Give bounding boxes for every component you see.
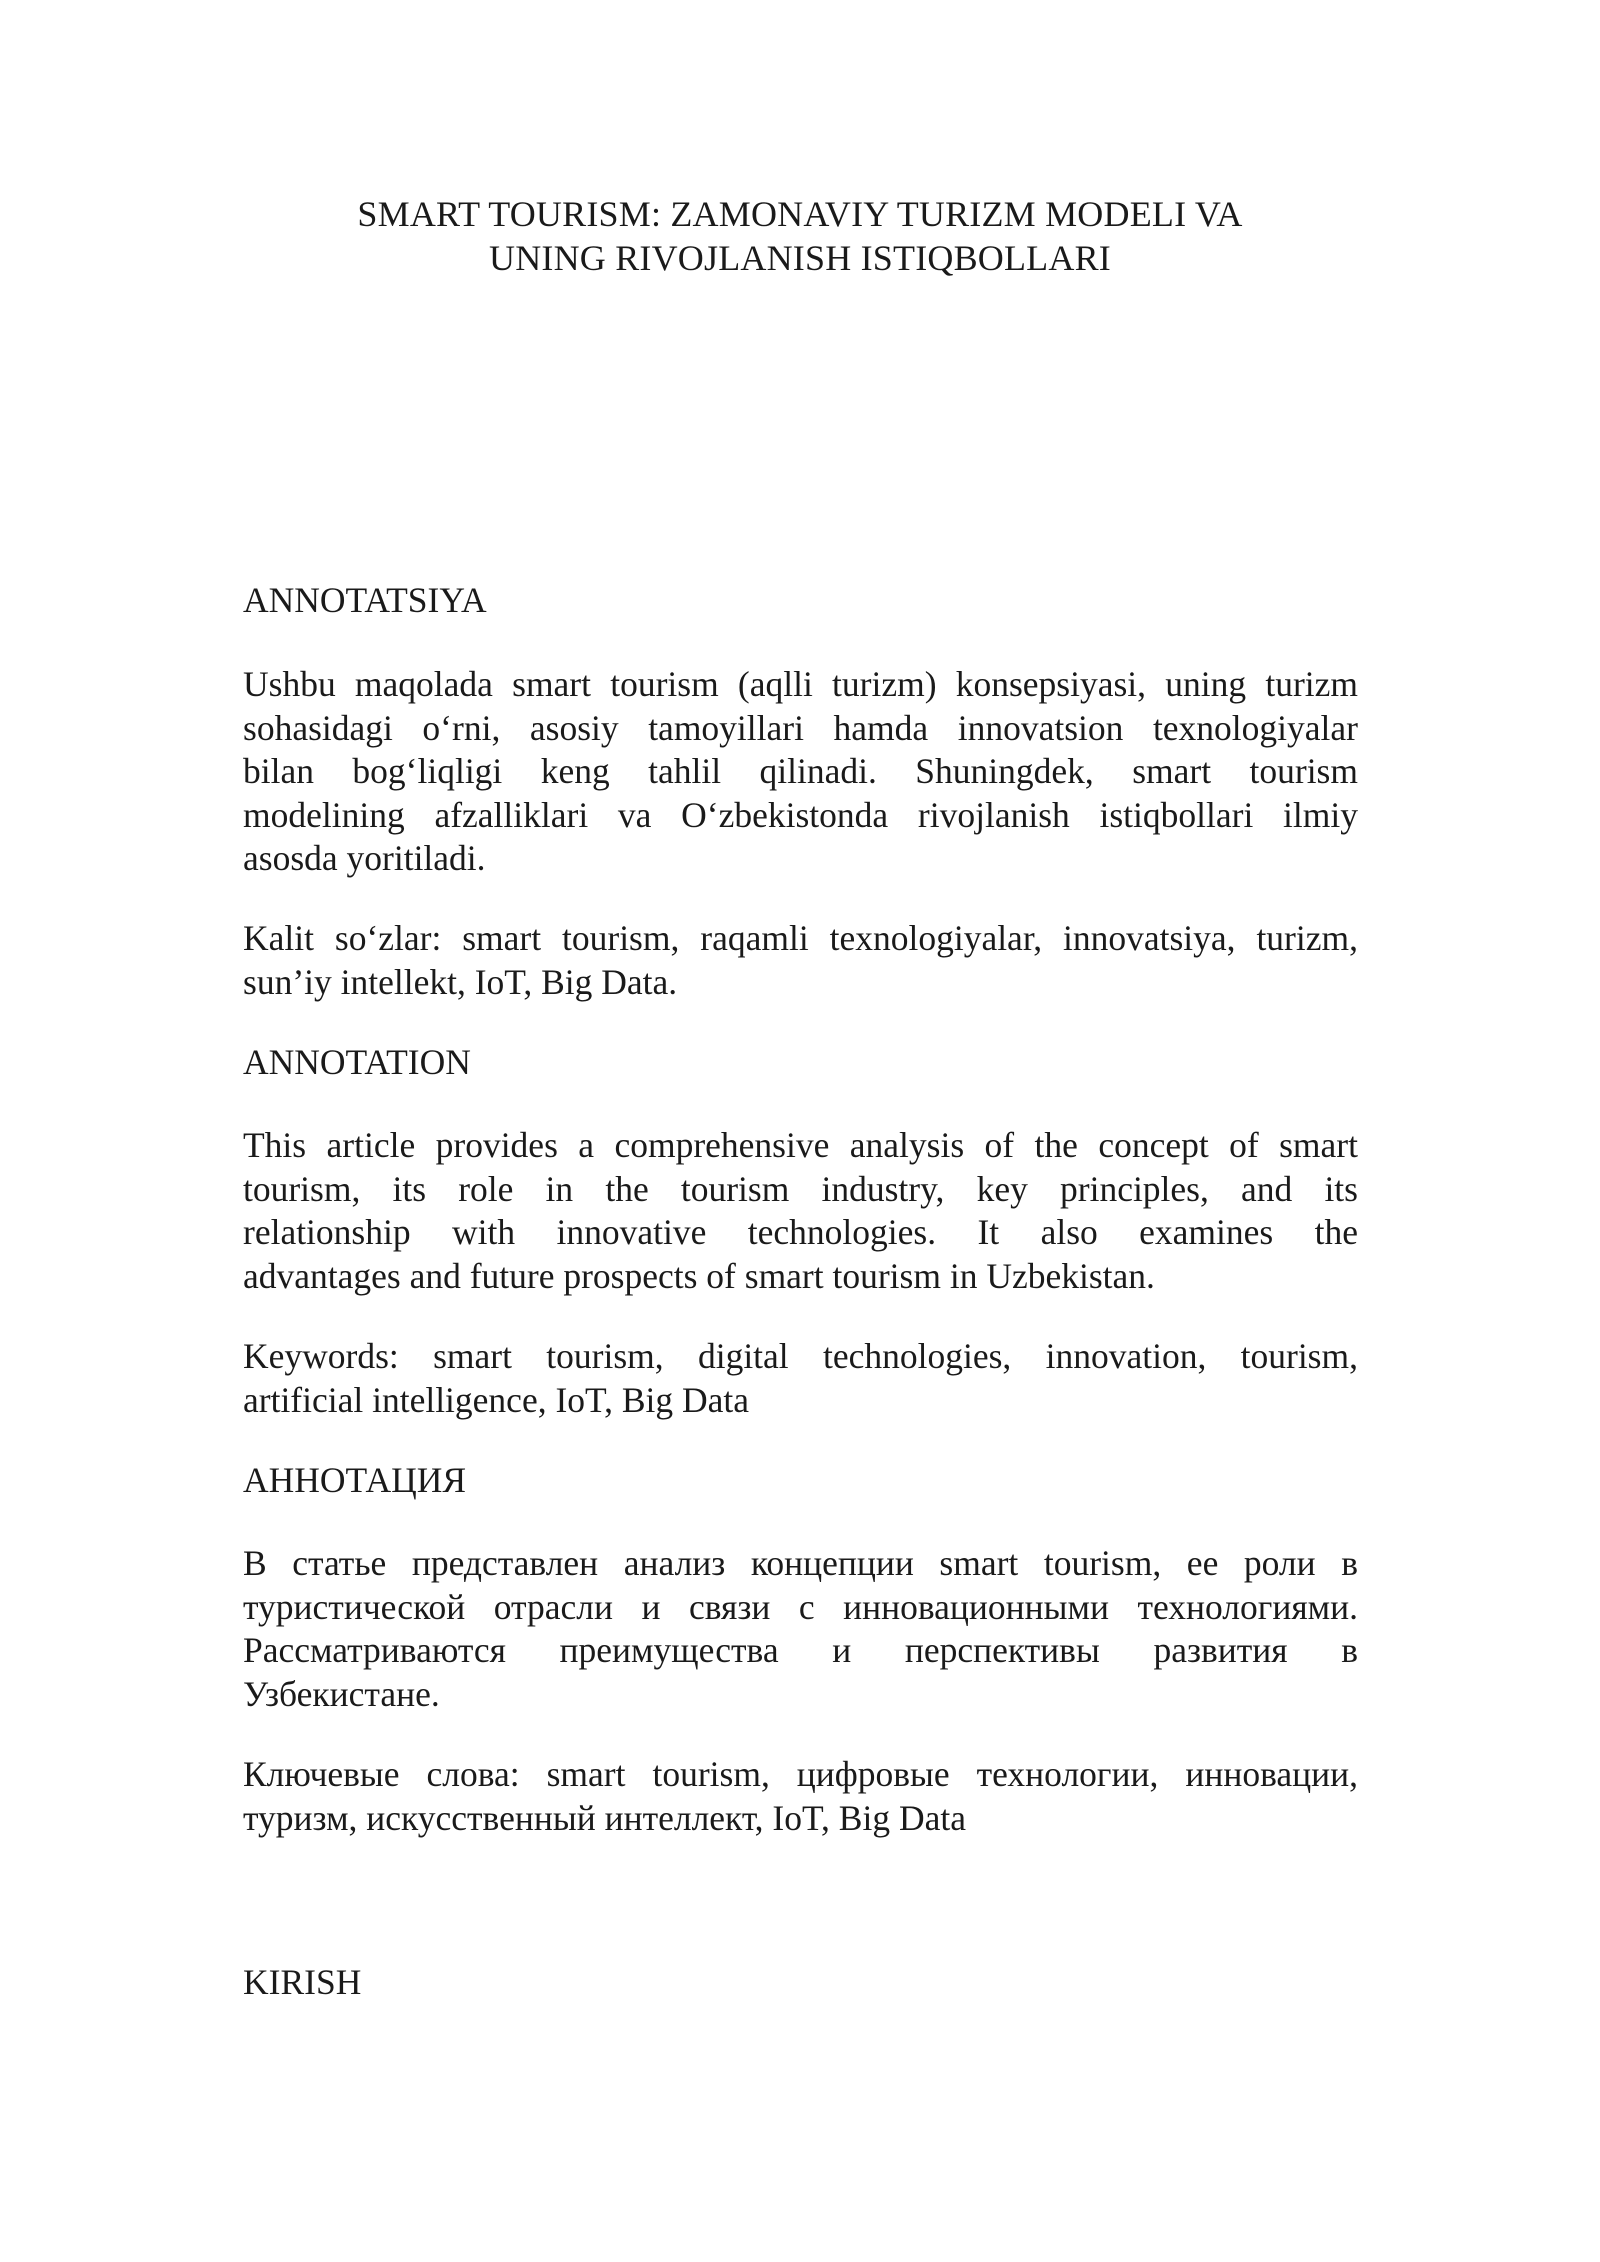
uz-annotation-heading: ANNOTATSIYA bbox=[243, 580, 487, 620]
en-keywords-line: artificial intelligence, IoT, Big Data bbox=[243, 1379, 749, 1420]
ru-abstract-line: туристической отрасли и связи с инновационными технологиями. bbox=[243, 1586, 1358, 1627]
uz-abstract-line: modelining afzalliklari va O‘zbekistonda rivojlanish istiqbollari ilmiy bbox=[243, 794, 1358, 835]
en-abstract-line: advantages and future prospects of smart tourism in Uzbekistan. bbox=[243, 1255, 1155, 1296]
uz-keywords-line: sun’iy intellekt, IoT, Big Data. bbox=[243, 961, 678, 1002]
title-line-1: SMART TOURISM: ZAMONAVIY TURIZM MODELI VA bbox=[357, 194, 1243, 234]
intro-heading: KIRISH bbox=[243, 1962, 362, 2002]
uz-abstract-paragraph bbox=[243, 663, 1358, 881]
ru-abstract-line: Рассматриваются преимущества и перспективы развития в bbox=[243, 1630, 1358, 1671]
ru-keywords-line: Ключевые слова: smart tourism, цифровые технологии, инновации, bbox=[243, 1754, 1358, 1794]
title-line-2: UNING RIVOJLANISH ISTIQBOLLARI bbox=[489, 238, 1111, 278]
ru-abstract-line: В статье представлен анализ концепции smart tourism, ее роли в bbox=[243, 1543, 1358, 1583]
en-annotation-heading: ANNOTATION bbox=[243, 1042, 471, 1082]
ru-keywords-line: туризм, искусственный интеллект, IoT, Big Data bbox=[243, 1797, 966, 1838]
uz-abstract-line: bilan bog‘liqligi keng tahlil qilinadi. Shuningdek, smart tourism bbox=[243, 751, 1358, 792]
en-keywords-line: Keywords: smart tourism, digital technologies, innovation, tourism, bbox=[243, 1336, 1358, 1376]
en-keywords-paragraph bbox=[243, 1335, 1358, 1422]
uz-keywords-line: Kalit so‘zlar: smart tourism, raqamli texnologiyalar, innovatsiya, turizm, bbox=[243, 918, 1358, 958]
uz-keywords-paragraph bbox=[243, 917, 1358, 1004]
uz-abstract-line: Ushbu maqolada smart tourism (aqlli turizm) konsepsiyasi, uning turizm bbox=[243, 664, 1358, 704]
uz-abstract-line: sohasidagi o‘rni, asosiy tamoyillari hamda innovatsion texnologiyalar bbox=[243, 707, 1358, 748]
ru-annotation-heading: АННОТАЦИЯ bbox=[243, 1460, 467, 1500]
en-abstract-paragraph bbox=[243, 1124, 1358, 1298]
ru-abstract-line: Узбекистане. bbox=[243, 1673, 440, 1714]
uz-abstract-line: asosda yoritiladi. bbox=[243, 838, 486, 879]
ru-keywords-paragraph bbox=[243, 1753, 1358, 1840]
ru-abstract-paragraph bbox=[243, 1542, 1358, 1716]
en-abstract-line: tourism, its role in the tourism industry, key principles, and its bbox=[243, 1168, 1358, 1209]
en-abstract-line: This article provides a comprehensive analysis of the concept of smart bbox=[243, 1125, 1358, 1165]
en-abstract-line: relationship with innovative technologies. It also examines the bbox=[243, 1212, 1358, 1253]
paper-title bbox=[240, 192, 1360, 280]
